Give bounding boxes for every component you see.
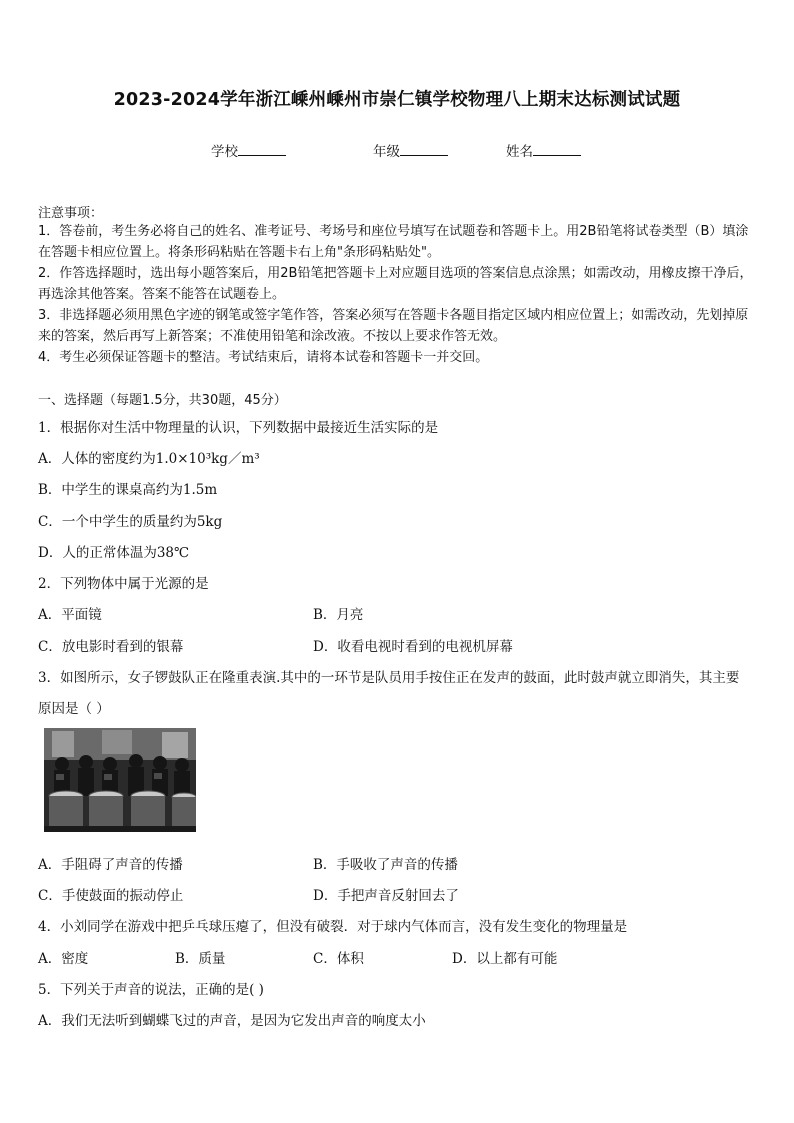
q3-option-c: C．手使鼓面的振动停止 [38,888,184,904]
school-field [211,140,286,160]
note-item-4: 4．考生必须保证答题卡的整洁。考试结束后，请将本试卷和答题卡一并交回。 [38,350,489,365]
q4-option-a: A．密度 [38,951,89,967]
q1-option-b: B．中学生的课桌高约为1.5m [38,482,218,498]
q2-stem: 2．下列物体中属于光源的是 [38,576,209,592]
name-label: 姓名 [506,144,533,160]
drum-team-photo [44,728,196,832]
q3-option-a: A．手阻碍了声音的传播 [38,857,183,873]
q5-stem: 5．下列关于声音的说法，正确的是( ) [38,982,264,998]
q3-option-b: B．手吸收了声音的传播 [313,857,458,873]
q4-option-c: C．体积 [313,951,364,967]
name-field [506,140,581,160]
q1-option-c: C．一个中学生的质量约为5kg [38,514,223,530]
grade-label: 年级 [373,144,400,160]
q3-stem-line2: 原因是（ ） [38,701,110,717]
name-blank [533,143,581,156]
q2-option-b: B．月亮 [313,607,364,623]
q1-stem: 1．根据你对生活中物理量的认识，下列数据中最接近生活实际的是 [38,420,439,436]
note-item-2: 2．作答选择题时，选出每小题答案后，用2B铅笔把答题卡上对应题目选项的答案信息点涂黑；如需改动，用橡皮擦干净后，再选涂其他答案。答案不能答在试题卷上。 [38,266,753,302]
q2-option-c: C．放电影时看到的银幕 [38,639,184,655]
q2-option-d: D．收看电视时看到的电视机屏幕 [313,639,513,655]
section-heading: 一、选择题（每题1.5分，共30题，45分） [38,393,287,408]
school-blank [238,143,286,156]
note-item-1: 1．答卷前，考生务必将自己的姓名、准考证号、考场号和座位号填写在试题卷和答题卡上。用2B铅笔将试卷类型（B）填涂在答题卡相应位置上。将条形码粘贴在答题卡右上角"条形码粘贴处"。 [38,224,749,260]
q1-option-d: D．人的正常体温为38℃ [38,545,190,561]
school-label: 学校 [211,144,238,160]
q3-stem-line1: 3．如图所示，女子锣鼓队正在隆重表演.其中的一环节是队员用手按住正在发声的鼓面，此时鼓声就立即消失，其主要 [38,670,740,686]
q3-option-d: D．手把声音反射回去了 [313,888,459,904]
q4-stem: 4．小刘同学在游戏中把乒乓球压瘪了，但没有破裂．对于球内气体而言，没有发生变化的物理量是 [38,919,628,935]
note-item-3: 3．非选择题必须用黑色字迹的钢笔或签字笔作答，答案必须写在答题卡各题目指定区域内相应位置上；如需改动，先划掉原来的答案，然后再写上新答案；不准使用铅笔和涂改液。不按以上要求作答无效。 [38,308,749,344]
grade-field [373,140,448,160]
exam-title: 2023-2024学年浙江嵊州嵊州市崇仁镇学校物理八上期末达标测试试题 [113,90,681,110]
notes-heading: 注意事项： [38,206,104,221]
grade-blank [400,143,448,156]
q1-option-a: A．人体的密度约为1.0×10³kg／m³ [38,451,260,467]
q5-option-a: A．我们无法听到蝴蝶飞过的声音，是因为它发出声音的响度太小 [38,1013,426,1029]
q4-option-d: D．以上都有可能 [452,951,558,967]
q2-option-a: A．平面镜 [38,607,102,623]
q4-option-b: B．质量 [175,951,226,967]
